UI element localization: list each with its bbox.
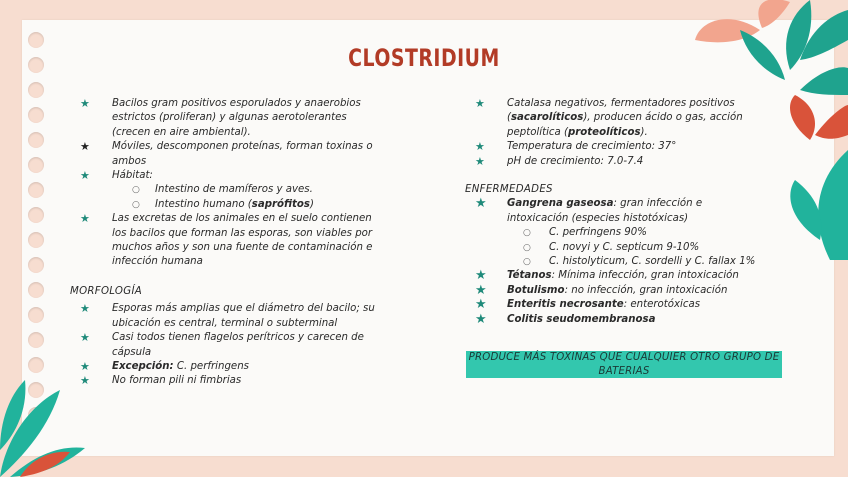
star-icon: ★ — [80, 331, 90, 345]
list-item — [70, 169, 388, 183]
item-bold: Excepción: — [112, 360, 174, 372]
page-title: CLOSTRIDIUM — [348, 44, 500, 72]
item-text: : Mínima infección, gran intoxicación — [551, 270, 739, 282]
circle-icon: ○ — [523, 228, 531, 239]
list-item — [465, 313, 765, 327]
star-icon: ★ — [475, 97, 485, 110]
ring-hole — [28, 82, 44, 98]
ring-hole — [28, 232, 44, 248]
list-item — [465, 298, 765, 312]
item-text: C. perfringens 90% — [549, 227, 647, 239]
list-item — [70, 331, 388, 360]
list-item — [70, 212, 388, 270]
item-text: : enterotóxicas — [623, 299, 701, 311]
ring-hole — [28, 257, 44, 273]
item-text: : no infección, gran intoxicación — [564, 284, 728, 296]
star-icon: ★ — [80, 169, 90, 183]
sub-list-item — [465, 241, 765, 255]
star-icon: ★ — [475, 154, 485, 168]
ring-hole — [28, 332, 44, 348]
item-text: Bacilos gram positivos esporulados y anaerobios estrictos (proliferan) y algunas aerotolerantes (crecen en aire ambiental). — [112, 98, 361, 138]
right-column — [465, 97, 765, 327]
list-item — [465, 197, 765, 226]
item-bold: saprófitos — [251, 198, 310, 210]
item-bold: Gangrena gaseosa — [507, 198, 614, 210]
star-icon: ★ — [475, 140, 485, 154]
item-text: Móviles, descomponen proteínas, forman toxinas o ambos — [112, 141, 373, 167]
circle-icon: ○ — [523, 257, 531, 268]
left-column — [70, 97, 388, 389]
ring-hole — [28, 157, 44, 173]
item-text: ) — [310, 198, 314, 210]
list-item — [465, 97, 765, 140]
star-icon: ★ — [80, 359, 90, 373]
item-text: C. histolyticum, C. sordelli y C. fallax 1% — [549, 256, 756, 268]
star-icon: ★ — [475, 196, 487, 212]
list-item — [465, 155, 765, 169]
item-text: Intestino humano ( — [155, 198, 252, 210]
star-icon: ★ — [80, 140, 90, 154]
star-icon: ★ — [475, 282, 487, 298]
circle-icon: ○ — [523, 242, 531, 253]
item-text: pH de crecimiento: 7.0-7.4 — [507, 155, 644, 167]
item-bold: proteolíticos — [567, 126, 641, 138]
item-text: Intestino de mamíferos y aves. — [155, 184, 313, 196]
item-text: ), producen ácido o gas, acción peptolítica ( — [507, 112, 743, 138]
item-text: ). — [640, 126, 648, 138]
ring-hole — [28, 182, 44, 198]
item-text: Casi todos tienen flagelos perítricos y carecen de cápsula — [112, 332, 364, 358]
sub-list-item — [70, 183, 388, 197]
ring-hole — [28, 207, 44, 223]
item-bold: Enteritis necrosante — [507, 299, 624, 311]
star-icon: ★ — [80, 97, 90, 110]
star-icon: ★ — [80, 212, 90, 226]
section-heading-enfermedades: ENFERMEDADES — [465, 184, 553, 196]
list-item — [70, 360, 388, 374]
item-text: C. perfringens — [173, 360, 249, 372]
list-item — [465, 269, 765, 283]
sub-list-item — [465, 255, 765, 269]
list-item — [70, 97, 388, 140]
ring-hole — [28, 107, 44, 123]
section-heading-morfologia: MORFOLOGÍA — [70, 285, 143, 297]
item-bold: Colitis seudomembranosa — [507, 313, 656, 325]
star-icon: ★ — [475, 268, 487, 284]
star-icon: ★ — [475, 297, 487, 313]
ring-hole — [28, 132, 44, 148]
ring-hole — [28, 307, 44, 323]
item-text: Catalasa negativos, fermentadores positivos ( — [507, 98, 735, 124]
item-text: Las excretas de los animales en el suelo contienen los bacilos que forman las esporas, son viables por muchos años y son una fuente de contaminación e infección humana — [112, 213, 373, 268]
item-bold: Botulismo — [507, 284, 565, 296]
list-item — [70, 140, 388, 169]
item-bold: Tétanos — [507, 270, 552, 282]
circle-icon: ○ — [132, 199, 140, 210]
list-item — [465, 140, 765, 154]
list-item — [70, 302, 388, 331]
item-text: C. novyi y C. septicum 9-10% — [549, 241, 700, 253]
circle-icon: ○ — [132, 185, 140, 196]
list-item — [70, 374, 388, 388]
sub-list-item — [70, 198, 388, 212]
star-icon: ★ — [80, 374, 90, 388]
list-item — [465, 284, 765, 298]
star-icon: ★ — [475, 311, 487, 327]
star-icon: ★ — [80, 302, 90, 316]
highlight-banner: PRODUCE MÁS TOXINAS QUE CUALQUIER OTRO GRUPO DE BATERIAS — [466, 351, 782, 378]
sub-list-item — [465, 226, 765, 240]
item-text: No forman pili ni fimbrias — [112, 375, 242, 387]
item-text: Esporas más amplias que el diámetro del bacilo; su ubicación es central, terminal o subterminal — [112, 303, 375, 329]
item-bold: sacarolíticos — [510, 112, 584, 124]
item-text: : gran infección e intoxicación (especies histotóxicas) — [507, 198, 703, 224]
item-text: Hábitat: — [112, 170, 153, 182]
ring-hole — [28, 282, 44, 298]
item-text: Temperatura de crecimiento: 37° — [507, 141, 677, 153]
